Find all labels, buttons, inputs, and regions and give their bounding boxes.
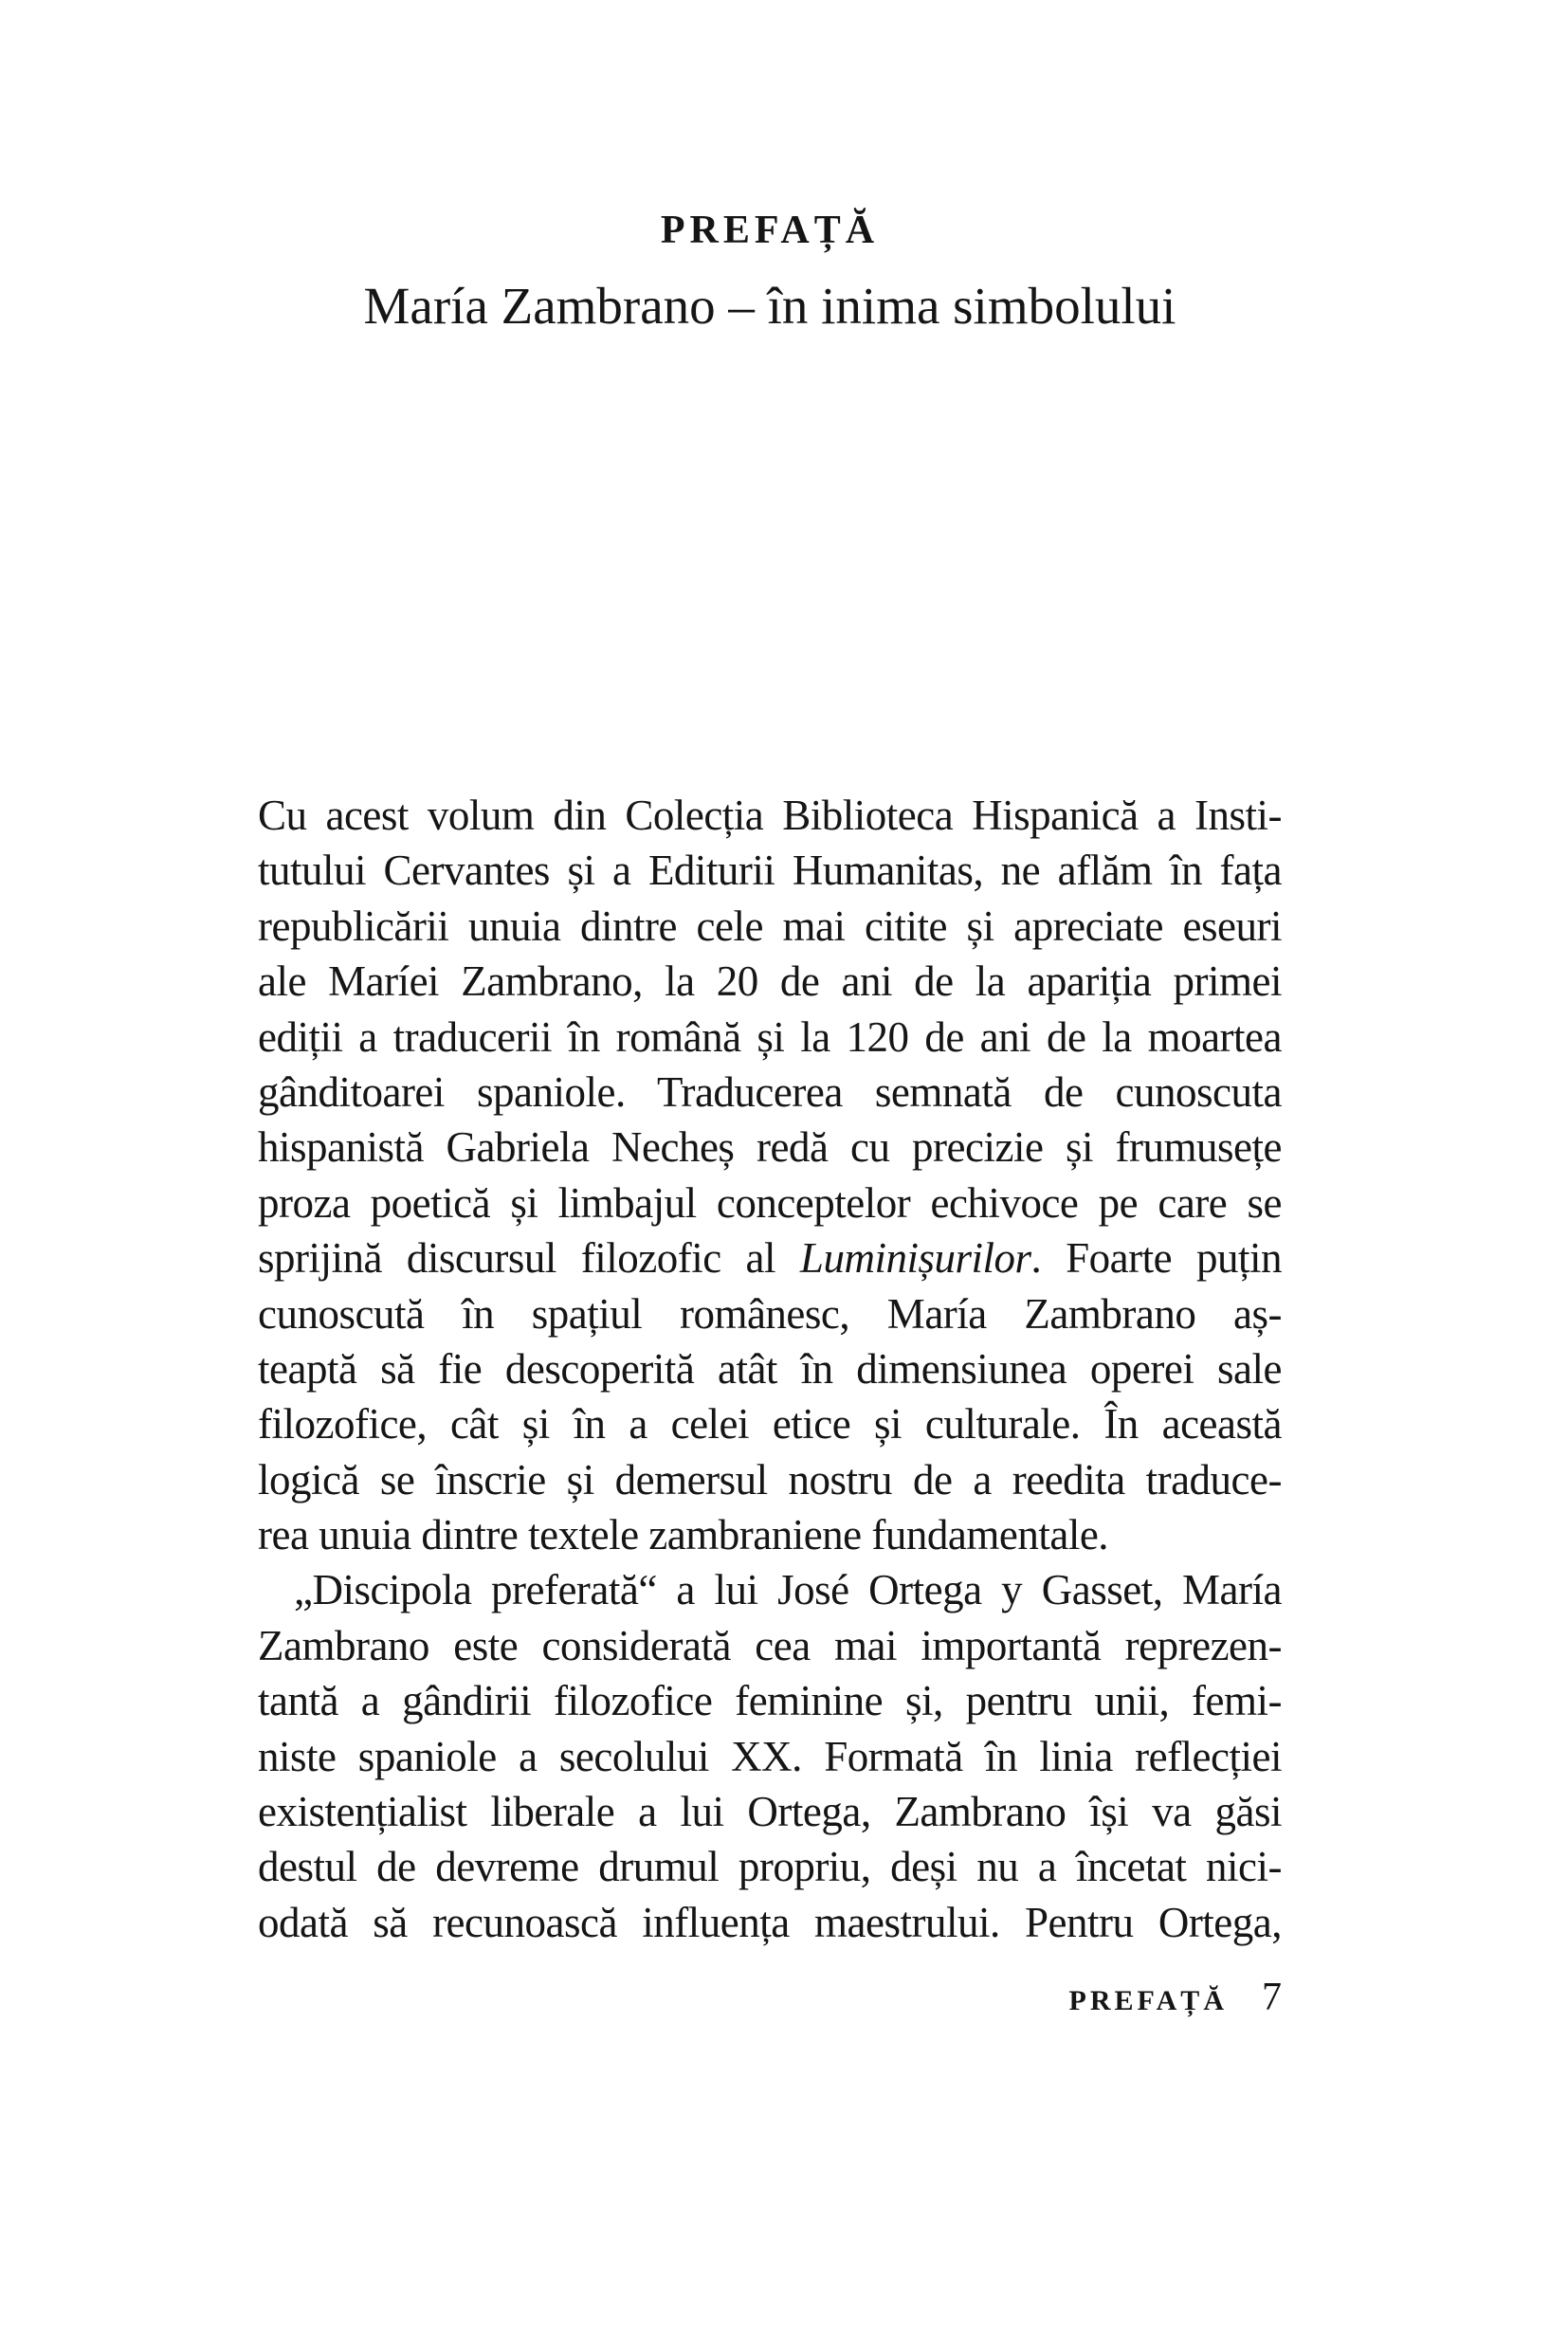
page-number: 7 [1262, 1976, 1282, 2019]
text-line: gânditoarei spaniole. Traducerea semnată de cunoscuta [258, 1067, 1282, 1116]
text-line: niste spaniole a secolului XX. Formată în linia reflecției [258, 1732, 1282, 1780]
text-line: rea unuia dintre textele zambraniene fundamentale. [258, 1511, 1109, 1559]
text-line: destul de devreme drumul propriu, deși nu a încetat nici- [258, 1843, 1282, 1891]
footer-label: PREFAȚĂ [1068, 1985, 1228, 2016]
text-line: cunoscută în spațiul românesc, María Zambrano aș- [258, 1289, 1282, 1338]
text-line: ale Maríei Zambrano, la 20 de ani de la apariția primei [258, 957, 1282, 1006]
text-line: sprijină discursul filozofic al Luminișurilor. Foarte puțin [258, 1234, 1282, 1283]
running-footer [258, 1977, 1282, 2017]
page-title: PREFAȚĂ [660, 209, 880, 252]
text-line: logică se înscrie și demersul nostru de a reedita traduce- [258, 1455, 1282, 1504]
text-line: filozofice, cât și în a celei etice și culturale. În această [258, 1400, 1282, 1449]
text-line: proza poetică și limbajul conceptelor echivoce pe care se [258, 1178, 1282, 1227]
body-text [258, 788, 1282, 1950]
text-line: tutului Cervantes și a Editurii Humanitas, ne aflăm în fața [258, 847, 1282, 895]
text-line: odată să recunoască influența maestrului. Pentru Ortega, [258, 1898, 1282, 1946]
text-line: hispanistă Gabriela Necheș redă cu precizie și frumusețe [258, 1123, 1282, 1172]
text-line: republicării unuia dintre cele mai citite și apreciate eseuri [258, 902, 1282, 950]
text-line: tantă a gândirii filozofice feminine și, pentru unii, femi- [258, 1677, 1282, 1725]
text-line: existențialist liberale a lui Ortega, Zambrano își va găsi [258, 1788, 1282, 1836]
text-line: ediții a traducerii în română și la 120 de ani de la moartea [258, 1012, 1282, 1061]
text-line: teaptă să fie descoperită atât în dimensiunea operei sale [258, 1344, 1282, 1393]
text-line: Zambrano este considerată cea mai importantă reprezen- [258, 1621, 1282, 1669]
text-line: Cu acest volum din Colecția Biblioteca Hispanică a Insti- [258, 792, 1282, 839]
page-subtitle: María Zambrano – în inima simbolului [363, 277, 1176, 335]
text-line: „Discipola preferată“ a lui José Ortega y Gasset, María [294, 1566, 1282, 1614]
